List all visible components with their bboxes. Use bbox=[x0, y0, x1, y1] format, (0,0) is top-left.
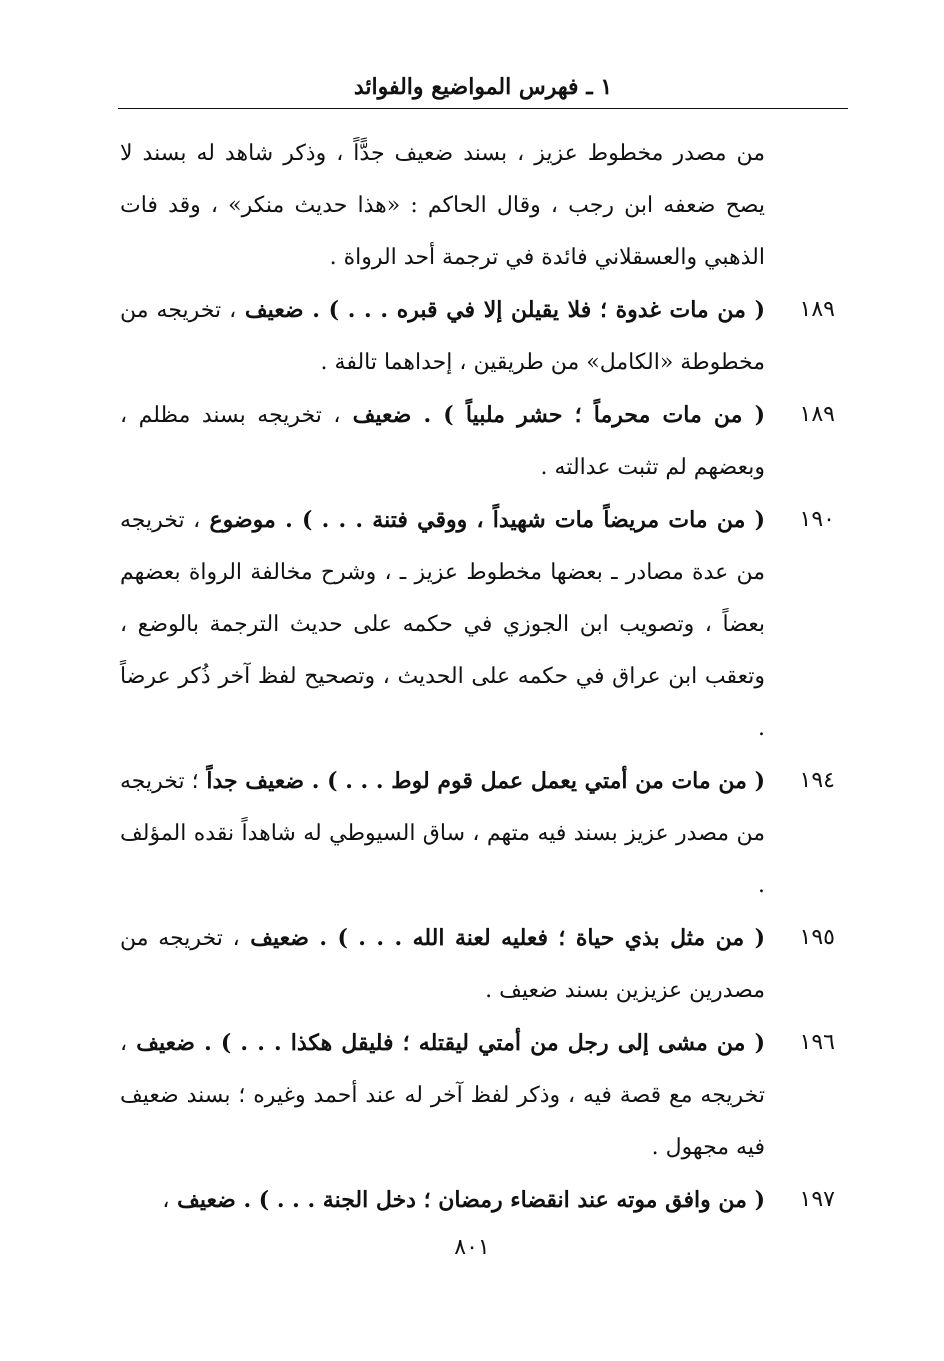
hadith-text: ( من وافق موته عند انقضاء رمضان ؛ دخل الجنة . . . ) . bbox=[243, 1187, 765, 1213]
entry-description: ، تخريجه من عدة مصادر ـ بعضها مخطوط عزيز ـ ، وشرح مخالفة الرواة بعضهم بعضاً ، وتصويب ابن الجوزي في حكمه على حديث الترجمة بالوضع ، وتعقب ابن عراق في حكمه على الحديث ، وتصحيح لفظ آخر ذُكر عرضاً . bbox=[120, 508, 765, 741]
page-header-title: ١ ـ فهرس المواضيع والفوائد bbox=[353, 74, 613, 100]
index-entry bbox=[120, 284, 835, 389]
hadith-grade: موضوع bbox=[200, 507, 286, 533]
entry-description: ، bbox=[162, 1188, 170, 1213]
entry-description: ، تخريجه من مخطوطة «الكامل» من طريقين ، إحداهما تالفة . bbox=[120, 298, 765, 375]
entry-page-number: ١٨٩ bbox=[799, 402, 835, 427]
index-entry bbox=[120, 1174, 835, 1227]
entry-text bbox=[120, 494, 765, 755]
hadith-grade: ضعيف bbox=[236, 297, 313, 323]
entry-text bbox=[120, 1017, 765, 1174]
entry-page-number: ١٩٤ bbox=[799, 768, 835, 793]
index-entry bbox=[120, 494, 835, 755]
index-entry bbox=[120, 128, 835, 284]
index-entries bbox=[120, 128, 835, 1227]
entry-page-number: ١٨٩ bbox=[799, 297, 835, 322]
entry-text bbox=[120, 389, 765, 494]
entry-description: ، تخريجه بسند مظلم ، وبعضهم لم تثبت عدالته . bbox=[120, 403, 765, 480]
index-entry bbox=[120, 1017, 835, 1174]
hadith-grade: ضعيف bbox=[169, 1187, 244, 1213]
hadith-text: ( من مات مريضاً مات شهيداً ، ووقي فتنة . . . ) . bbox=[285, 507, 765, 533]
index-entry bbox=[120, 755, 835, 912]
entry-page-number: ١٩٥ bbox=[799, 925, 835, 950]
entry-page-number: ١٩٠ bbox=[799, 507, 835, 532]
hadith-grade: ضعيف bbox=[239, 925, 320, 951]
header-rule bbox=[118, 108, 848, 109]
hadith-text: ( من مات من أمتي يعمل عمل قوم لوط . . . ) . bbox=[311, 768, 766, 794]
hadith-grade: ضعيف bbox=[127, 1030, 205, 1056]
entry-text bbox=[120, 1174, 765, 1227]
entry-page-number: ١٩٧ bbox=[799, 1187, 835, 1212]
hadith-grade: ضعيف جداً bbox=[198, 768, 312, 794]
entry-text bbox=[120, 755, 765, 912]
entry-text bbox=[120, 128, 765, 284]
entry-text bbox=[120, 284, 765, 389]
entry-page-number: ١٩٦ bbox=[799, 1030, 835, 1055]
entry-description: ، تخريجه من مصدرين عزيزين بسند ضعيف . bbox=[120, 926, 765, 1003]
page-number: ٨٠١ bbox=[454, 1235, 490, 1260]
entry-description: ؛ تخريجه من مصدر عزيز بسند فيه متهم ، ساق السيوطي له شاهداً نقده المؤلف . bbox=[120, 769, 765, 898]
hadith-text: ( من مشى إلى رجل من أمتي ليقتله ؛ فليقل هكذا . . . ) . bbox=[204, 1030, 765, 1056]
hadith-grade: ضعيف bbox=[340, 402, 424, 428]
index-entry bbox=[120, 389, 835, 494]
entry-text bbox=[120, 912, 765, 1017]
entry-description: ، تخريجه مع قصة فيه ، وذكر لفظ آخر له عند أحمد وغيره ؛ بسند ضعيف فيه مجهول . bbox=[120, 1031, 765, 1160]
entry-description: من مصدر مخطوط عزيز ، بسند ضعيف جدًّاً ، وذكر شاهد له بسند لا يصح ضعفه ابن رجب ، وقال الحاكم : «هذا حديث منكر» ، وقد فات الذهبي والعسقلاني فائدة في ترجمة أحد الرواة . bbox=[120, 141, 765, 270]
hadith-text: ( من مات محرماً ؛ حشر ملبياً ) . bbox=[423, 402, 765, 428]
hadith-text: ( من مات غدوة ؛ فلا يقيلن إلا في قبره . . . ) . bbox=[312, 297, 765, 323]
index-entry bbox=[120, 912, 835, 1017]
hadith-text: ( من مثل بذي حياة ؛ فعليه لعنة الله . . . ) . bbox=[319, 925, 765, 951]
